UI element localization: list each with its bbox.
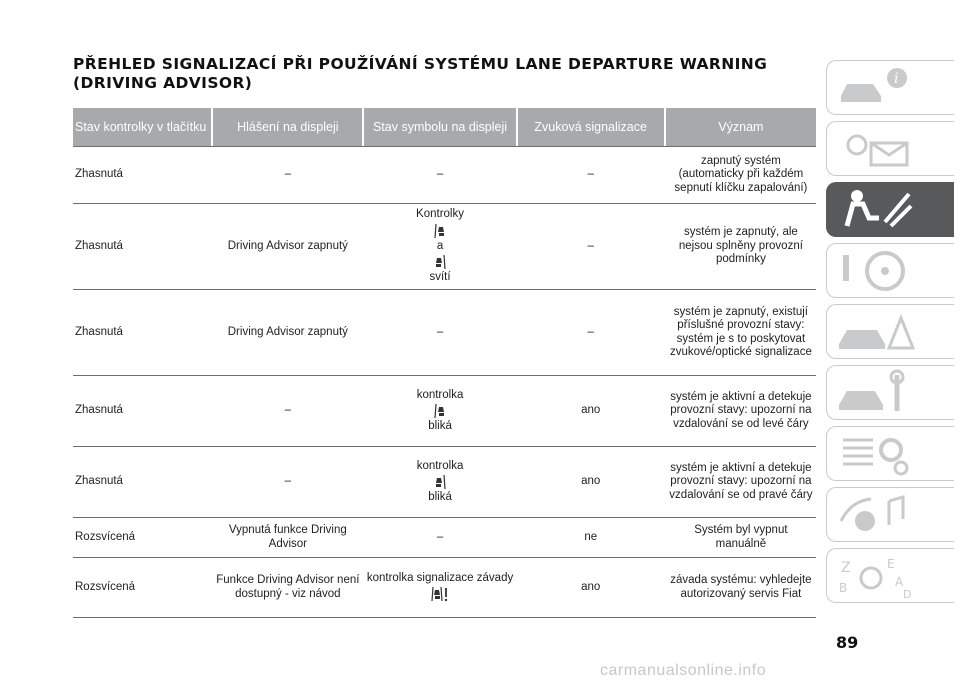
cell-symbol-state (364, 376, 515, 446)
header-cell: Stav symbolu na displeji (364, 108, 515, 146)
emergency-icon (835, 308, 915, 356)
svg-text:i: i (894, 70, 899, 87)
chapter-tabs (826, 60, 956, 609)
cell-sound: – (587, 168, 594, 181)
tab-car-info[interactable] (826, 60, 954, 115)
cell-meaning: systém je zapnutý, existují příslušné provozní stavy: systém je s to poskytovat zvukové/optické signalizace (669, 305, 812, 358)
cell-display-message: – (284, 475, 292, 488)
watermark: carmanualsonline.info (600, 662, 767, 679)
multimedia-icon (835, 491, 915, 539)
cell-sound: ne (584, 530, 598, 543)
table-row (73, 447, 816, 518)
header-cell: Význam (666, 108, 816, 146)
tab-warning-lights[interactable] (826, 121, 954, 176)
symbol-text: – (436, 168, 444, 181)
table-row (73, 204, 816, 290)
cell-symbol-state (364, 147, 515, 203)
cell-indicator-state: Rozsvícená (75, 530, 136, 543)
cell-indicator-state: Zhasnutá (75, 404, 123, 417)
header-cell: Hlášení na displeji (213, 108, 362, 146)
table-row (73, 518, 816, 558)
svg-text:D: D (903, 587, 912, 600)
symbol-text: bliká (428, 420, 452, 432)
cell-display-message: Driving Advisor zapnutý (227, 239, 348, 252)
lane-left-icon (434, 403, 446, 419)
cell-display-message: – (284, 404, 292, 417)
header-cell: Stav kontrolky v tlačítku (73, 108, 211, 146)
cell-meaning: systém je aktivní a detekuje provozní stavy: upozorní na vzdalování se od pravé čáry (669, 461, 813, 501)
lane-right-icon (434, 474, 446, 490)
cell-symbol-state (364, 558, 515, 617)
symbol-text: – (436, 325, 444, 338)
cell-symbol-state (364, 290, 515, 375)
symbol-text: kontrolka signalizace závady (366, 571, 514, 584)
cell-symbol-state (364, 518, 515, 557)
svg-text:B: B (839, 580, 848, 595)
cell-meaning: Systém byl vypnut manuálně (694, 524, 788, 550)
tab-maintenance[interactable] (826, 365, 954, 420)
table-header (73, 108, 816, 146)
tab-starting-driving[interactable] (826, 243, 954, 298)
tab-index[interactable] (826, 548, 954, 603)
cell-sound: ano (581, 404, 601, 417)
cell-display-message: Driving Advisor zapnutý (227, 325, 348, 338)
cell-indicator-state: Zhasnutá (75, 475, 123, 488)
symbol-text: kontrolka (416, 388, 464, 401)
cell-indicator-state: Zhasnutá (75, 325, 123, 338)
svg-text:Z: Z (841, 559, 851, 576)
tab-technical-data[interactable] (826, 426, 954, 481)
tab-emergency[interactable] (826, 304, 954, 359)
steering-wheel-icon (835, 247, 915, 295)
table-row (73, 290, 816, 376)
cell-display-message: – (284, 168, 292, 181)
cell-symbol-state (364, 447, 515, 517)
symbol-text: bliká (428, 491, 452, 503)
tab-multimedia[interactable] (826, 487, 954, 542)
index-letters-icon (835, 552, 915, 600)
lane-right-icon (434, 254, 446, 270)
cell-symbol-state (364, 204, 515, 289)
table-row (73, 146, 816, 204)
page-number: 89 (836, 633, 859, 652)
car-info-icon (835, 64, 915, 112)
seat-belt-icon (835, 186, 915, 234)
svg-text:A: A (895, 574, 904, 589)
cell-display-message: Vypnutá funkce Driving Advisor (228, 524, 347, 550)
cell-indicator-state: Zhasnutá (75, 168, 123, 181)
symbol-text: kontrolka (416, 459, 464, 472)
lane-left-icon (434, 223, 446, 239)
cell-meaning: zapnutý systém (automaticky při každém sepnutí klíčku zapalování) (674, 154, 808, 194)
table-row (73, 558, 816, 618)
cell-meaning: závada systému: vyhledejte autorizovaný servis Fiat (670, 574, 812, 600)
wrench-car-icon (835, 369, 915, 417)
table-row (73, 376, 816, 447)
cell-indicator-state: Zhasnutá (75, 239, 123, 252)
cell-meaning: systém je aktivní a detekuje provozní stavy: upozorní na vzdalování se od levé čáry (670, 390, 812, 430)
cell-display-message: Funkce Driving Advisor není dostupný - viz návod (216, 574, 360, 600)
cell-meaning: systém je zapnutý, ale nejsou splněny provozní podmínky (678, 226, 803, 266)
cell-sound: ano (581, 580, 601, 593)
signal-table (73, 108, 816, 618)
symbol-text: a (436, 239, 444, 252)
symbol-text: – (436, 530, 444, 543)
warning-light-icon (835, 125, 915, 173)
symbol-text: svítí (429, 271, 451, 284)
lane-fault-icon (431, 586, 449, 602)
page-title: PŘEHLED SIGNALIZACÍ PŘI POUŽÍVÁNÍ SYSTÉMU LANE DEPARTURE WARNING (DRIVING ADVISOR) (73, 55, 768, 92)
header-cell: Zvuková signalizace (518, 108, 664, 146)
symbol-text: Kontrolky (416, 208, 464, 221)
cell-sound: – (587, 239, 594, 252)
data-gear-icon (835, 430, 915, 478)
cell-sound: – (587, 325, 594, 338)
svg-text:E: E (887, 556, 895, 571)
cell-sound: ano (581, 475, 601, 488)
tab-safety[interactable] (826, 182, 954, 237)
cell-indicator-state: Rozsvícená (75, 580, 136, 593)
